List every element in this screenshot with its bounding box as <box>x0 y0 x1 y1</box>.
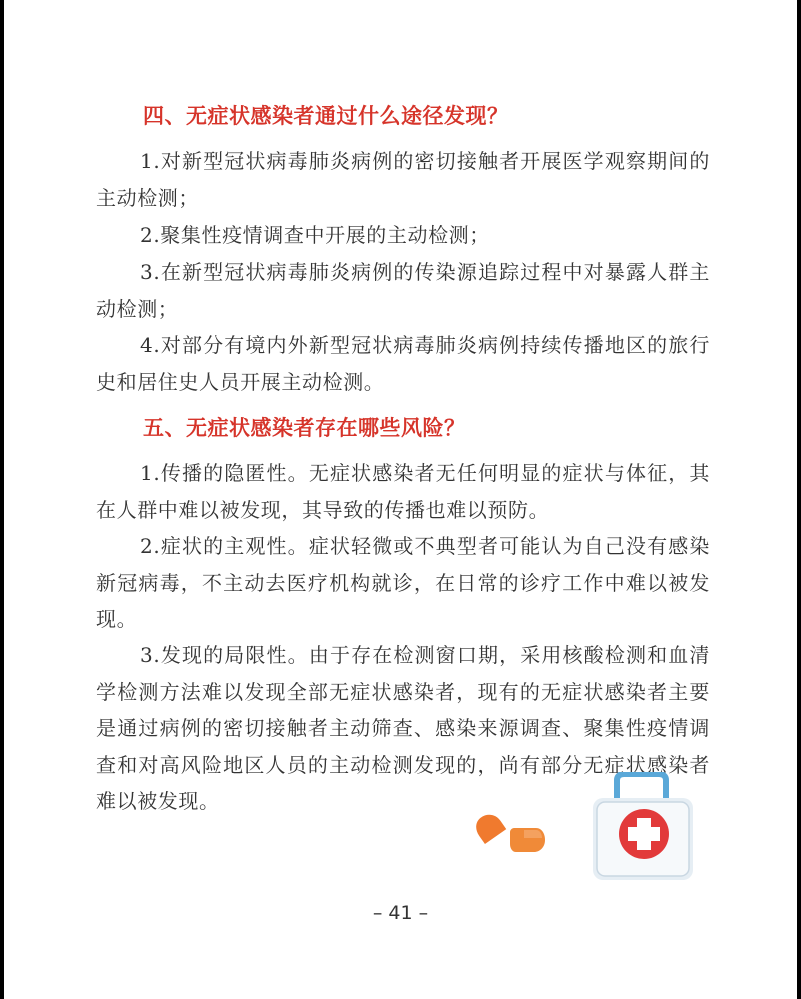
section-4-item-1: 1.对新型冠状病毒肺炎病例的密切接触者开展医学观察期间的主动检测； <box>96 149 710 210</box>
section-4-heading: 四、无症状感染者通过什么途径发现？ <box>143 104 509 128</box>
section-4-item-3: 3.在新型冠状病毒肺炎病例的传染源追踪过程中对暴露人群主动检测； <box>96 260 710 321</box>
section-5-item-2: 2.症状的主观性。症状轻微或不典型者可能认为自己没有感染新冠病毒，不主动去医疗机构就诊，在日常的诊疗工作中难以被发现。 <box>96 534 710 631</box>
section-5-heading: 五、无症状感染者存在哪些风险？ <box>143 416 466 440</box>
capsule-pill-icon <box>476 810 546 856</box>
first-aid-kit-icon <box>589 772 699 884</box>
section-5-item-3: 3.发现的局限性。由于存在检测窗口期，采用核酸检测和血清学检测方法难以发现全部无症状感染者，现有的无症状感染者主要是通过病例的密切接触者主动筛查、感染来源调查、聚集性疫情调查和对高风险地区人员的主动检测发现的，尚有部分无症状感染者难以被发现。 <box>96 643 710 813</box>
section-4-item-4: 4.对部分有境内外新型冠状病毒肺炎病例持续传播地区的旅行史和居住史人员开展主动检测。 <box>96 333 710 394</box>
page-number: – 41 – <box>372 902 429 924</box>
section-5-item-1: 1.传播的隐匿性。无症状感染者无任何明显的症状与体征，其在人群中难以被发现，其导致的传播也难以预防。 <box>96 461 710 522</box>
section-4-item-2: 2.聚集性疫情调查中开展的主动检测； <box>140 223 490 247</box>
